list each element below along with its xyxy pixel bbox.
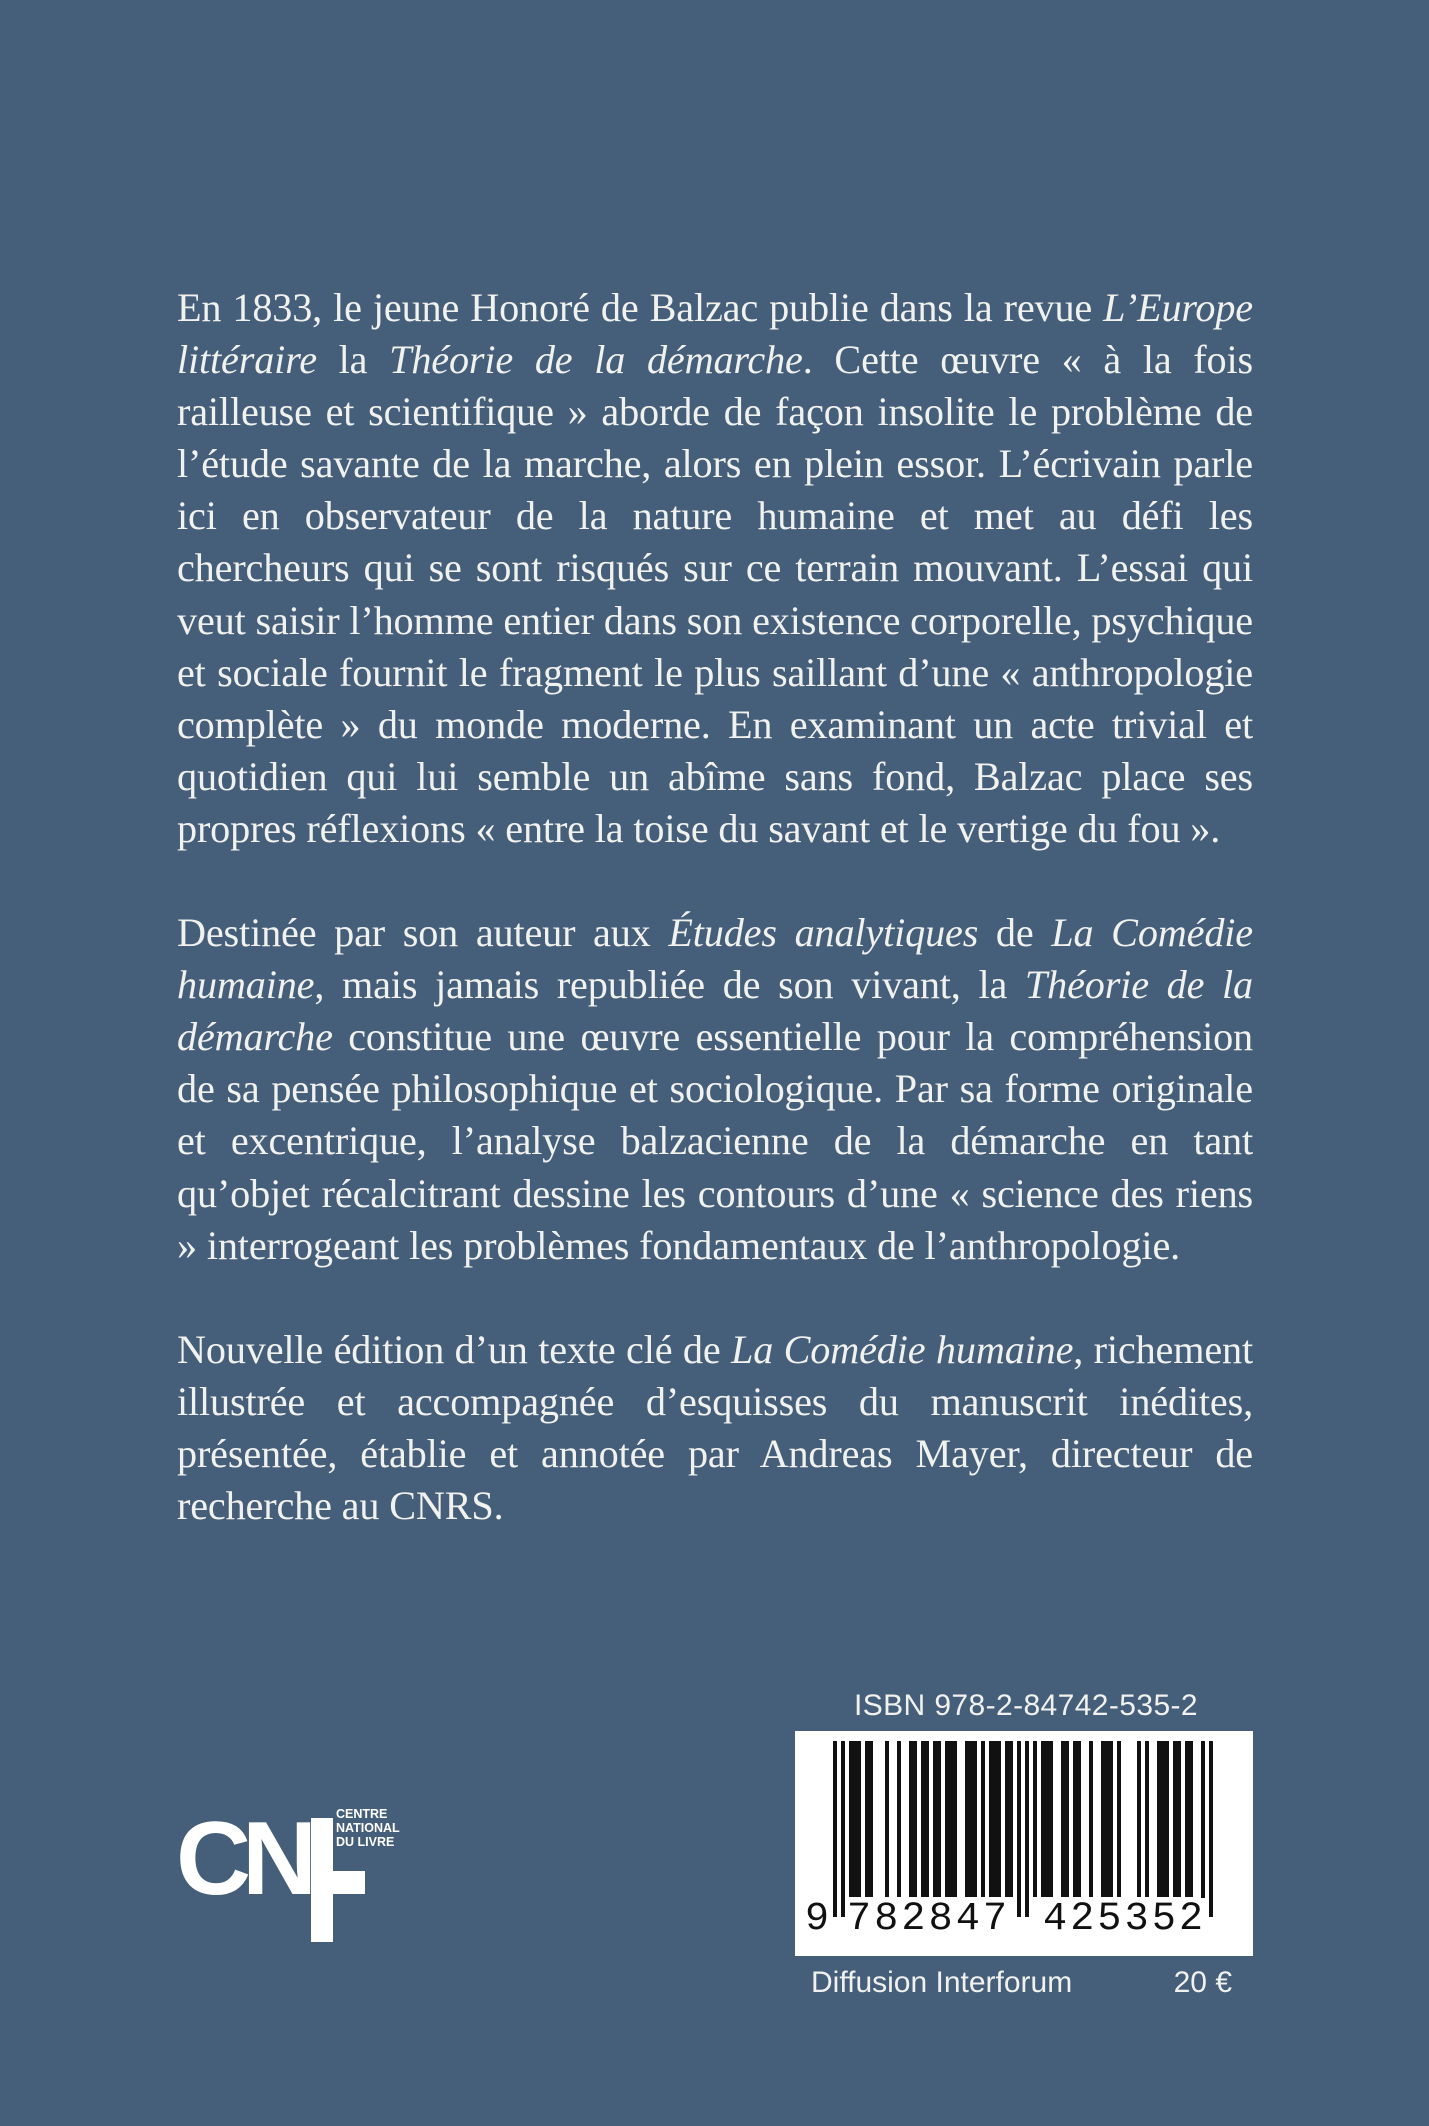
barcode-digits: [795, 1731, 1253, 1956]
text-run: la: [316, 337, 390, 383]
distributor-label: Diffusion Interforum: [811, 1966, 1073, 1999]
svg-text:C: C: [176, 1801, 246, 1917]
svg-text:CENTRE: CENTRE: [336, 1807, 388, 1821]
cnl-logo: [176, 1792, 406, 1954]
italic-title-run: L’Europe littéraire: [177, 285, 1253, 383]
text-run: Nouvelle édition d’un texte clé de: [177, 1326, 732, 1372]
back-cover-blurb: [177, 282, 1253, 1584]
text-run: , mais jamais republiée de son vivant, la: [314, 962, 1025, 1008]
italic-title-run: Études analytiques: [668, 910, 979, 956]
distribution-row: [795, 1965, 1257, 2001]
cnl-logo-caption: [336, 1807, 400, 1849]
text-run: , richement illustrée et accompagnée d’esquisses du manuscrit inédites, présentée, établie et annotée par Andreas Mayer, directeur de recherche au CNRS.: [177, 1326, 1253, 1528]
text-run: Destinée par son auteur aux: [177, 910, 669, 956]
isbn-label: ISBN 978-2-84742-535-2: [853, 1689, 1198, 1722]
italic-title-run: La Comédie humaine: [731, 1326, 1074, 1372]
blurb-paragraph-3: [177, 1324, 1253, 1532]
text-run: . Cette œuvre « à la fois railleuse et scientifique » aborde de façon insolite le problème de l’étude savante de la marche, alors en plein essor. L’écrivain parle ici en observateur de la nature humaine et met au défi les chercheurs qui se sont risqués sur ce terrain mouvant. L’essai qui veut saisir l’homme entier dans son existence corporelle, psychique et sociale fournit le fragment le plus saillant d’une « anthropologie complète » du monde moderne. En examinant un acte trivial et quotidien qui lui semble un abîme sans fond, Balzac place ses propres réflexions « entre la toise du savant et le vertige du fou ».: [177, 337, 1253, 851]
barcode-digit-group-left: 782847: [847, 1897, 1011, 1942]
isbn-block: [795, 1688, 1257, 2001]
blurb-paragraph-2: [177, 907, 1253, 1272]
italic-title-run: Théorie de la démarche: [389, 337, 803, 383]
italic-title-run: Théorie de la démarche: [177, 962, 1253, 1060]
text-run: constitue une œuvre essentielle pour la compréhension de sa pensée philosophique et sociologique. Par sa forme originale et excentrique, l’analyse balzacienne de la démarche en tant qu’objet récalcitrant dessine les contours d’une « science des riens » interrogeant les problèmes fondamentaux de l’anthropologie.: [177, 1014, 1253, 1268]
svg-text:DU LIVRE: DU LIVRE: [336, 1835, 395, 1849]
barcode: [795, 1731, 1253, 1956]
price-label: 20 €: [1173, 1966, 1232, 1999]
text-run: de: [978, 910, 1052, 956]
svg-text:NATIONAL: NATIONAL: [336, 1821, 400, 1835]
italic-title-run: La Comédie humaine: [177, 910, 1253, 1008]
text-run: En 1833, le jeune Honoré de Balzac publie dans la revue: [177, 285, 1104, 330]
barcode-digit-first: 9: [805, 1897, 833, 1942]
svg-text:N: N: [242, 1801, 312, 1917]
blurb-paragraph-1: [177, 282, 1253, 855]
barcode-digit-group-right: 425352: [1043, 1897, 1207, 1942]
